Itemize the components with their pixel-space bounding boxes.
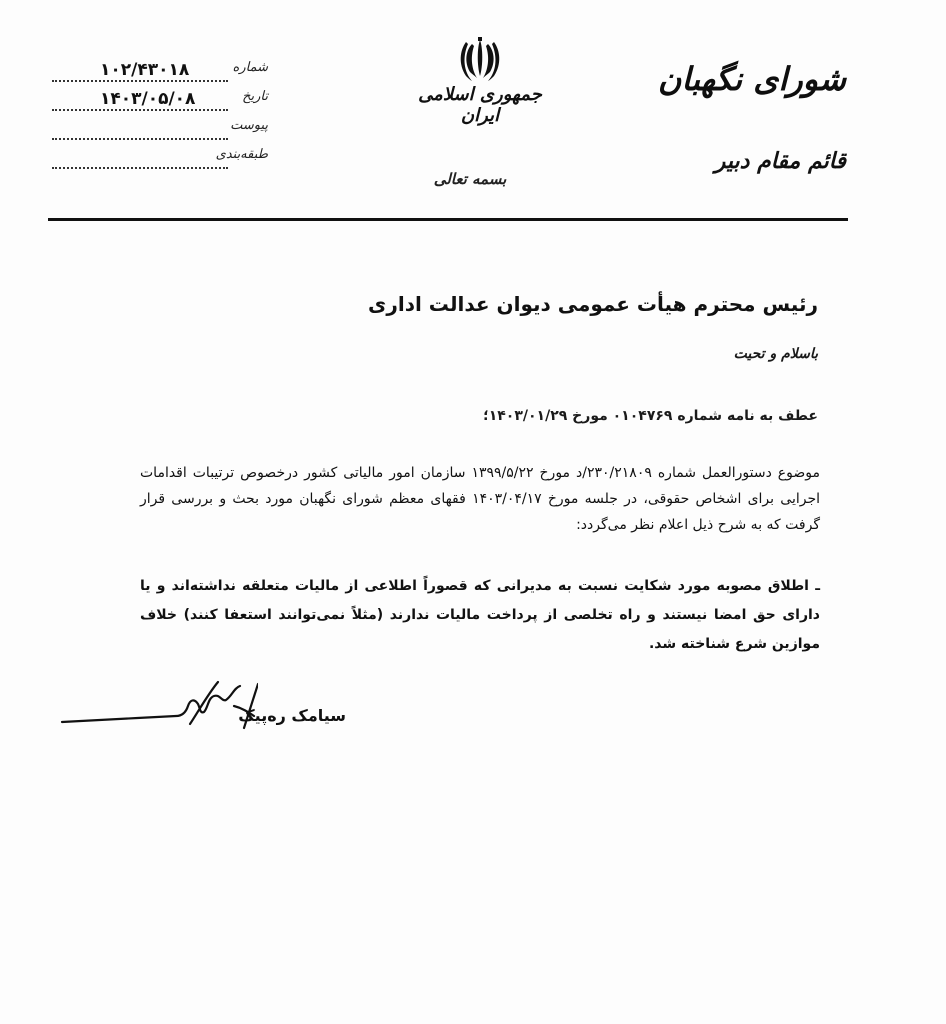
meta-attachment [48, 116, 268, 144]
meta-classification [48, 145, 268, 173]
ruling-paragraph: ـ اطلاق مصوبه مورد شکایت نسبت به مدیرانی که قصوراً اطلاعی از مالیات متعلقه نداشته‌اند و یا دارای حق امضا نیستند و راه تخلصی از پرداخت مالیات ندارند (مثلاً نمی‌توانند استعفا کنند) خلاف موازین شرع شناخته شد. [140, 578, 820, 652]
republic-title: جمهوری اسلامی ایران [418, 84, 542, 126]
meta-number-line [52, 80, 228, 82]
bismillah: بسمه تعالی [433, 170, 507, 188]
meta-number-value: ۱۰۲/۴۳۰۱۸ [100, 60, 190, 80]
body-paragraph: موضوع دستورالعمل شماره ۲۳۰/۲۱۸۰۹/د مورخ ۱۳۹۹/۵/۲۲ سازمان امور مالیاتی کشور درخصوص ترتیبات اقدامات اجرایی برای اشخاص حقوقی، در جلسه مورخ ۱۴۰۳/۰۴/۱۷ فقهای معظم شورای نگهبان مورد بحث و بررسی قرار گرفت که به شرح ذیل اعلام نظر می‌گردد: [140, 465, 820, 533]
organization-title: شورای نگهبان [657, 60, 846, 98]
meta-attachment-label: پیوست [230, 118, 268, 133]
meta-classification-label: طبقه‌بندی [215, 147, 268, 162]
meta-number-label: شماره [232, 60, 268, 75]
letter-meta [48, 58, 268, 174]
meta-classification-line [52, 167, 228, 169]
signer-name: سیامک ره‌پیک [238, 706, 346, 725]
recipient: رئیس محترم هیأت عمومی دیوان عدالت اداری [368, 292, 818, 316]
reference-line: عطف به نامه شماره ۰۱۰۴۷۶۹ مورخ ۱۴۰۳/۰۱/۲۹؛ [483, 408, 818, 424]
meta-date-label: تاریخ [242, 89, 268, 104]
meta-number [48, 58, 268, 86]
header-divider [48, 218, 848, 221]
meta-date-line [52, 109, 228, 111]
greeting: باسلام و تحیت [733, 346, 818, 362]
meta-date-value: ۱۴۰۳/۰۵/۰۸ [100, 89, 196, 109]
iran-emblem-icon [458, 36, 502, 84]
meta-date [48, 87, 268, 115]
meta-attachment-line [52, 138, 228, 140]
deputy-title: قائم مقام دبیر [714, 148, 846, 174]
